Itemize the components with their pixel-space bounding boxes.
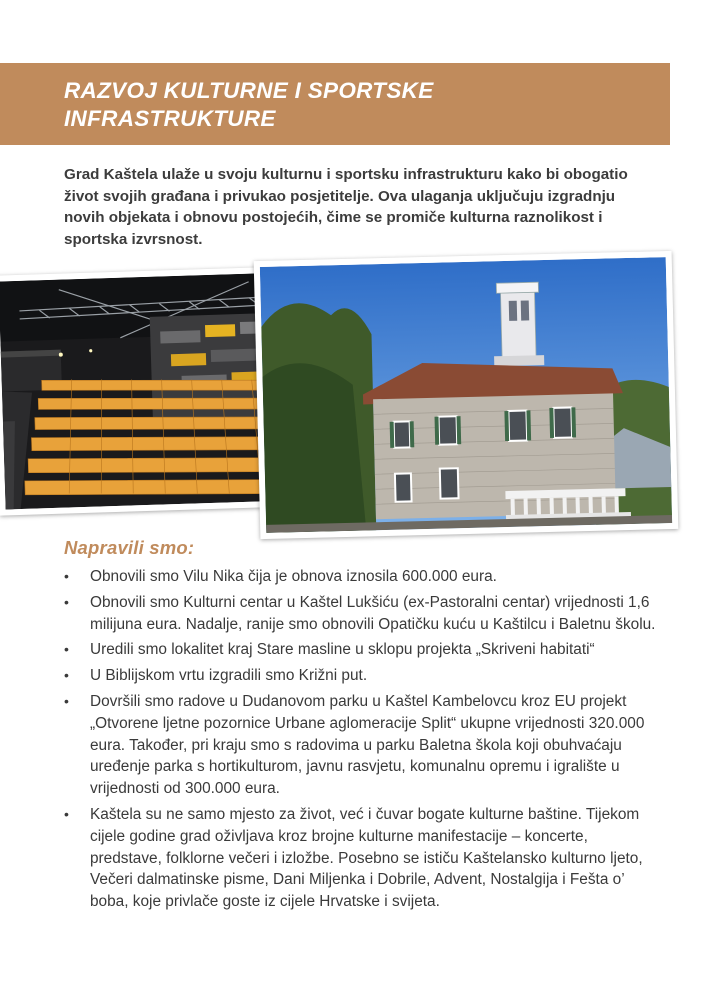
- bullet: •: [64, 641, 69, 658]
- list-item: [64, 691, 664, 800]
- achievements-list: [64, 566, 664, 917]
- bullet: •: [64, 568, 69, 584]
- list-item-text: Kaštela su ne samo mjesto za život, već i čuvar bogate kulturne baštine. Tijekom cijele godine grad oživljava kroz brojne kulturne manifestacije – koncerte, predstave, folklorne večeri i izložbe. Posebno se ističu Kaštelansko kulturno ljeto, Večeri dalmatinske pisme, Dani Miljenka i Dobrile, Advent, Nostalgija i Fešta o’ boba, koje privlače goste iz cijele Hrvatske i svijeta.: [90, 805, 643, 911]
- section-heading: Napravili smo:: [64, 537, 195, 558]
- villa-nika-illustration: [260, 257, 672, 533]
- bullet: •: [64, 593, 69, 610]
- list-item-text: Uredili smo lokalitet kraj Stare masline u sklopu projekta „Skriveni habitati“: [90, 641, 595, 659]
- page-title: [64, 77, 624, 133]
- title-banner: [0, 63, 670, 145]
- list-item-text: Dovršili smo radove u Dudanovom parku u Kaštel Kambelovcu kroz EU projekt „Otvorene ljetne pozornice Urbane aglomeracije Split“ ukupne vrijednosti 320.000 eura. Također, pri kraju smo s radovima u parku Baletna škola koji obuhvaćaju uređenje parka s hortikulturom, javnu rasvjetu, komunalnu opremu i igralište u vrijednosti od 300.000 eura.: [90, 692, 645, 798]
- list-item: [64, 665, 664, 687]
- list-item-text: Obnovili smo Vilu Nika čija je obnova iznosila 600.000 eura.: [90, 568, 497, 585]
- list-item-text: U Biblijskom vrtu izgradili smo Križni put.: [90, 667, 368, 685]
- list-item: [64, 566, 664, 588]
- bullet: •: [64, 667, 69, 684]
- list-item: [64, 804, 664, 913]
- bullet: •: [64, 805, 69, 822]
- page-title-line-2: INFRASTRUKTURE: [64, 106, 276, 131]
- list-item: [64, 639, 664, 661]
- bullet: •: [64, 692, 69, 709]
- villa-nika-photo: [254, 251, 679, 539]
- page-title-line-1: RAZVOJ KULTURNE I SPORTSKE: [64, 78, 434, 103]
- list-item-text: Obnovili smo Kulturni centar u Kaštel Lukšiću (ex-Pastoralni centar) vrijednosti 1,6 milijuna eura. Nadalje, ranije smo obnovili Opatičku kuću u Kaštilcu i Baletnu školu.: [90, 593, 656, 633]
- list-item: [64, 592, 664, 636]
- intro-paragraph: Grad Kaštela ulaže u svoju kulturnu i sportsku infrastrukturu kako bi obogatio život svojih građana i privukao posjetitelje. Ova ulaganja uključuju izgradnju novih objekata i obnovu postojećih, čime se promiče kulturna raznolikost i sportska izvrsnost.: [64, 166, 628, 248]
